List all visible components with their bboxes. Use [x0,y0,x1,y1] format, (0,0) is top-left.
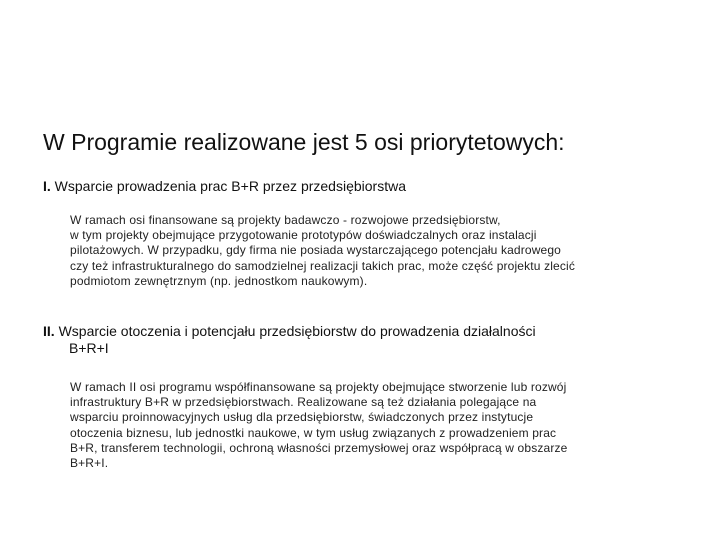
section-heading-2 [43,323,683,357]
section-number-1: I. [43,178,51,194]
paragraph-line: infrastruktury B+R w przedsiębiorstwach. Realizowane są też działania polegające na [70,395,537,410]
paragraph-line: pilotażowych. W przypadku, gdy firma nie posiada wystarczającego potencjału kadrowego [70,243,561,258]
section-number-2: II. [43,323,55,339]
slide-title: W Programie realizowane jest 5 osi priorytetowych: [43,129,565,155]
paragraph-line: w tym projekty obejmujące przygotowanie prototypów doświadczalnych oraz instalacji [70,228,537,243]
paragraph-line: podmiotom zewnętrznym (np. jednostkom naukowym). [70,273,368,288]
paragraph-line: wsparciu proinnowacyjnych usług dla przedsiębiorstw, świadczonych przez instytucje [70,410,534,425]
section-heading-1 [43,178,683,195]
paragraph-line: otoczenia biznesu, lub jednostki naukowe, w tym usług związanych z prowadzeniem prac [70,425,557,440]
section-heading-text-1: Wsparcie prowadzenia prac B+R przez przedsiębiorstwa [54,178,406,194]
section-paragraph-1 [70,213,680,289]
paragraph-line: B+R, transferem technologii, ochroną własności przemysłowej oraz współpracą w obszarze [70,440,568,455]
paragraph-line: W ramach II osi programu współfinansowane są projekty obejmujące stworzenie lub rozwój [70,380,567,394]
paragraph-line: czy też infrastrukturalnego do samodzielnej realizacji takich prac, może część projektu zlecić [70,258,575,273]
paragraph-line: B+R+I. [70,456,109,471]
section-paragraph-2 [70,380,680,471]
section-heading-continuation-2: B+R+I [69,340,109,356]
paragraph-line: W ramach osi finansowane są projekty badawczo - rozwojowe przedsiębiorstw, [70,213,501,227]
section-heading-text-2: Wsparcie otoczenia i potencjału przedsiębiorstw do prowadzenia działalności [58,323,536,339]
